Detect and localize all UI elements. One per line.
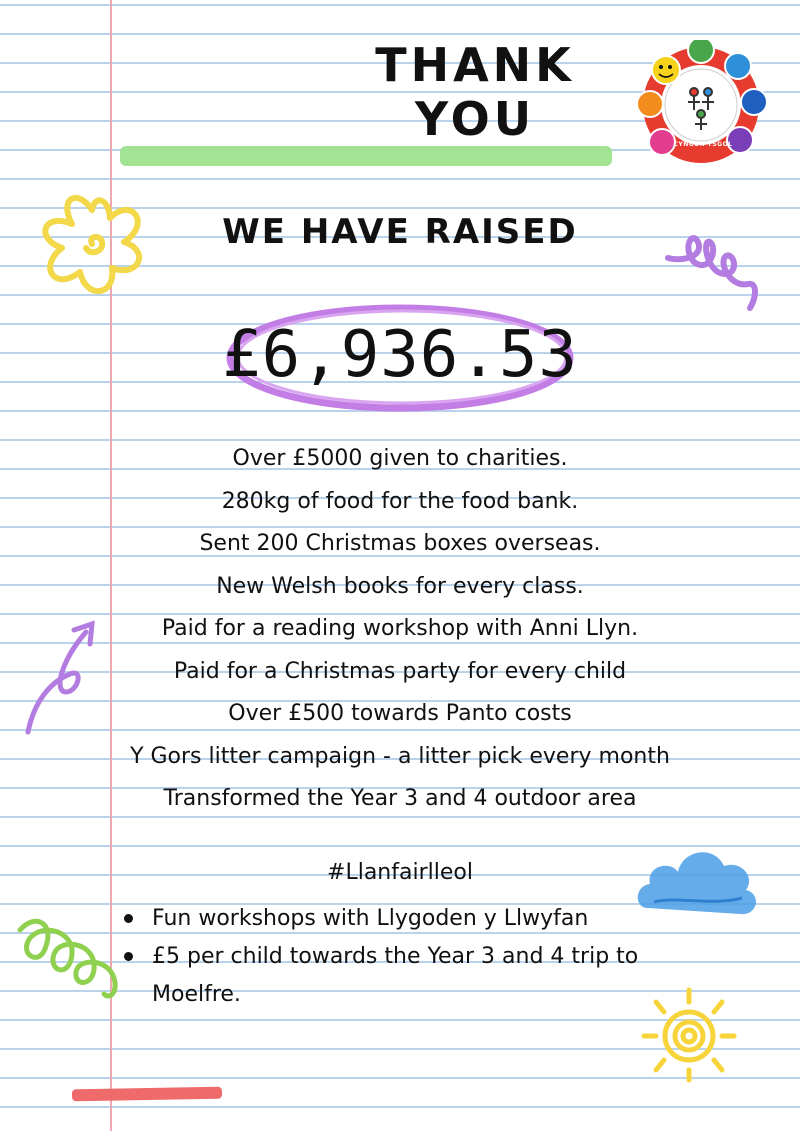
achievement-item: Over £5000 given to charities.: [232, 446, 568, 471]
bottom-underline: [72, 1087, 222, 1102]
people-icon: [688, 40, 714, 63]
swirl-doodle: [664, 218, 764, 318]
raised-heading: WE HAVE RAISED: [222, 212, 578, 252]
list-item: £5 per child towards the Year 3 and 4 trip to Moelfre.: [124, 938, 684, 1014]
cloud-doodle: [634, 836, 764, 926]
amount-raised: £6,936.53: [222, 318, 578, 392]
achievement-item: Sent 200 Christmas boxes overseas.: [199, 531, 601, 556]
smiley-icon: [652, 56, 680, 84]
achievement-item: Over £500 towards Panto costs: [228, 701, 572, 726]
pencil-icon: [637, 91, 663, 117]
list-item: Fun workshops with Llygoden y Llwyfan: [124, 900, 684, 938]
title-highlight-bar: [120, 146, 612, 166]
arrow-doodle: [20, 612, 110, 742]
achievements-list: [100, 438, 700, 821]
local-activities-list: [124, 900, 684, 1014]
achievement-item: Transformed the Year 3 and 4 outdoor area: [163, 786, 637, 811]
vine-doodle: [14, 908, 134, 1008]
bulb-icon: [727, 127, 753, 153]
cutlery-icon: [741, 89, 766, 115]
page-title: THANK YOU: [375, 38, 575, 146]
flower-doodle: [28, 188, 156, 306]
school-council-logo: [636, 40, 766, 170]
sun-doodle: [634, 984, 744, 1084]
achievement-item: New Welsh books for every class.: [216, 573, 584, 599]
achievement-item: Y Gors litter campaign - a litter pick every month: [130, 743, 670, 769]
achievement-item: Paid for a Christmas party for every child: [173, 658, 627, 684]
ear-icon: [725, 53, 751, 79]
achievement-item: 280kg of food for the food bank.: [221, 488, 579, 514]
logo-caption: CYNGOR YSGOL: [673, 141, 733, 148]
achievement-item: Paid for a reading workshop with Anni Llyn.: [161, 616, 639, 641]
hashtag: #Llanfairlleol: [327, 860, 473, 885]
